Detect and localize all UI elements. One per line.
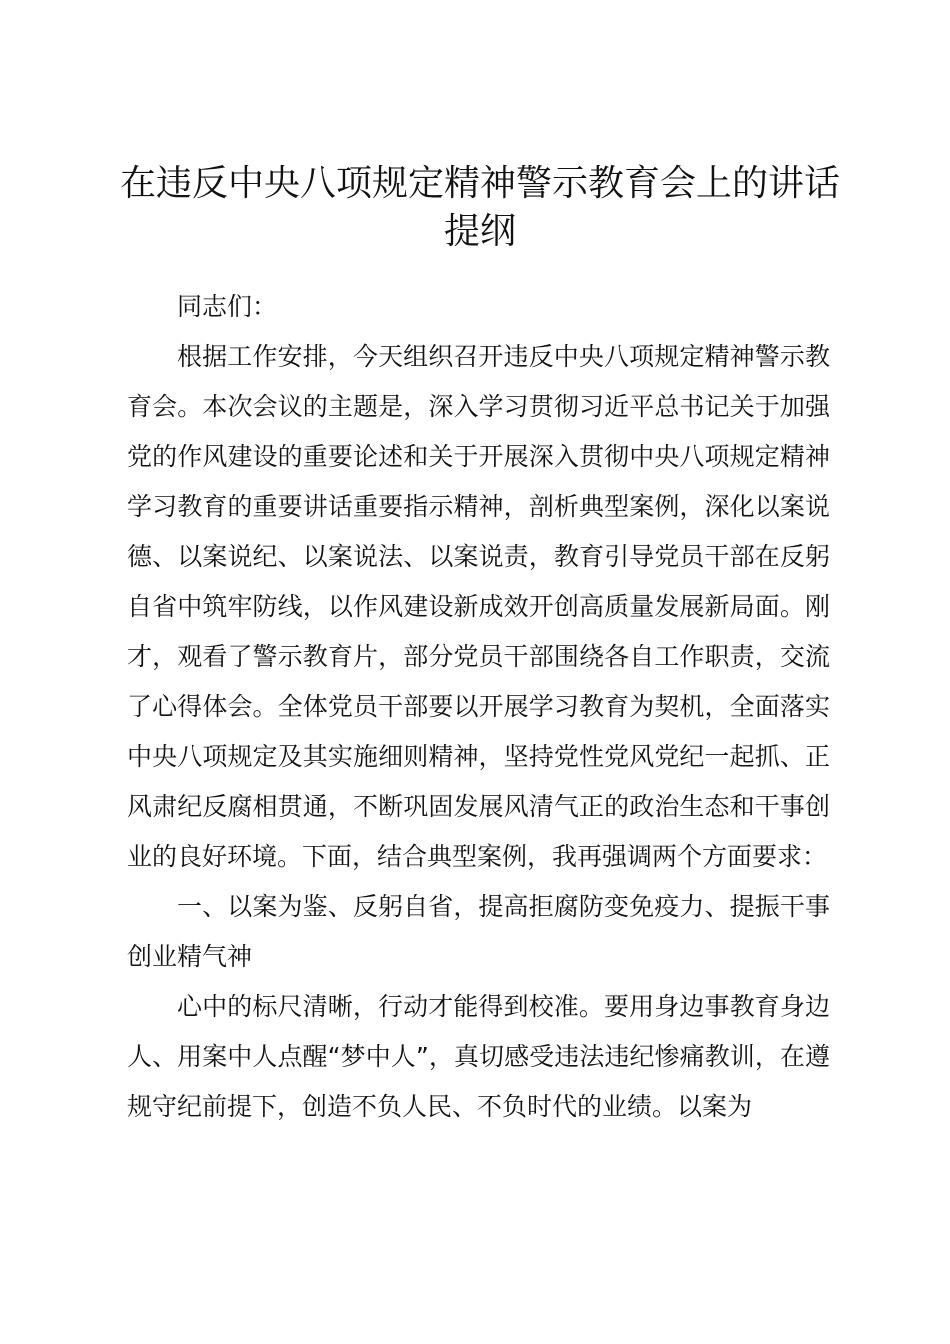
- body-paragraph: 根据工作安排，今天组织召开违反中央八项规定精神警示教育会。本次会议的主题是，深入学习贯彻习近平总书记关于加强党的作风建设的重要论述和关于开展深入贯彻中央八项规定精神学习教育的重要讲话重要指示精神，剖析典型案例，深化以案说德、以案说纪、以案说法、以案说责，教育引导党员干部在反躬自省中筑牢防线，以作风建设新成效开创高质量发展新局面。刚才，观看了警示教育片，部分党员干部围绕各自工作职责，交流了心得体会。全体党员干部要以开展学习教育为契机，全面落实中央八项规定及其实施细则精神，坚持党性党风党纪一起抓、正风肃纪反腐相贯通，不断巩固发展风清气正的政治生态和干事创业的良好环境。下面，结合典型案例，我再强调两个方面要求：: [127, 342, 830, 871]
- document-title: 在违反中央八项规定精神警示教育会上的讲话提纲: [119, 163, 840, 252]
- salutation: 同志们：: [177, 292, 278, 321]
- body-paragraph: 心中的标尺清晰，行动才能得到校准。要用身边事教育身边人、用案中人点醒“梦中人”，真切感受违法违纪惨痛教训，在遵规守纪前提下，创造不负人民、不负时代的业绩。以案为: [127, 992, 830, 1121]
- section-heading: 一、以案为鉴、反躬自省，提高拒腐防变免疫力、提振干事创业精气神: [127, 892, 830, 971]
- document-body: [127, 282, 830, 1132]
